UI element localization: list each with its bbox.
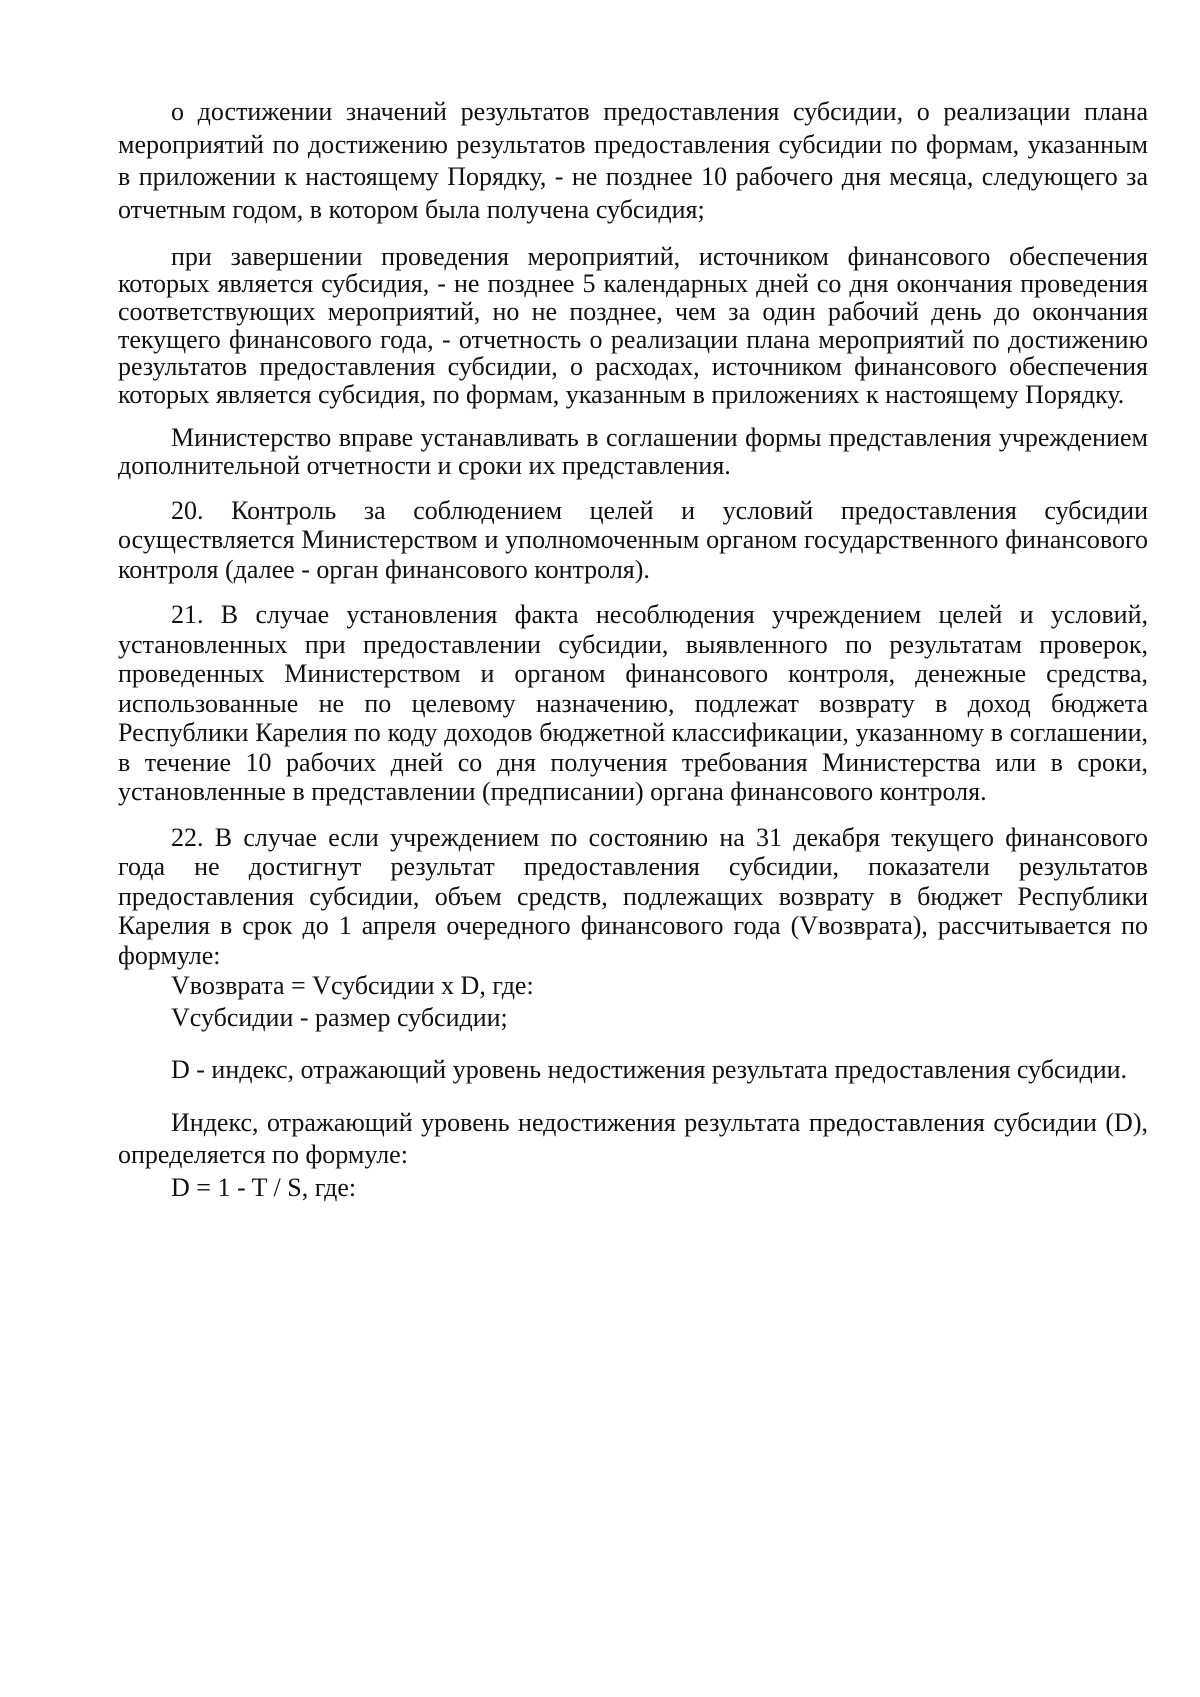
paragraph-ministry-rights: Министерство вправе устанавливать в соглашении формы представления учреждением дополнительной отчетности и сроки их представления.	[118, 423, 1148, 480]
paragraph-report-results: о достижении значений результатов предоставления субсидии, о реализации плана мероприятий по достижению результатов предоставления субсидии по формам, указанным в приложении к настоящему Порядку, - не позднее 10 рабочего дня месяца, следующего за отчетным годом, в котором была получена субсидия;	[118, 97, 1148, 225]
paragraph-section-22: 22. В случае если учреждением по состоянию на 31 декабря текущего финансового года не достигнут результат предоставления субсидии, показатели результатов предоставления субсидии, объем средств, подлежащих возврату в бюджет Республики Карелия в срок до 1 апреля очередного финансового года (Vвозврата), рассчитывается по формуле:	[118, 822, 1148, 970]
document-page	[118, 96, 1148, 1204]
paragraph-v-subsidy-definition: Vсубсидии - размер субсидии;	[171, 1003, 508, 1033]
formula-v-return: Vвозврата = Vсубсидии x D, где:	[171, 971, 534, 1001]
paragraph-d-index-formula-intro: Индекс, отражающий уровень недостижения результата предоставления субсидии (D), определяется по формуле:	[118, 1107, 1148, 1170]
paragraph-d-definition: D - индекс, отражающий уровень недостижения результата предоставления субсидии.	[171, 1055, 1128, 1085]
paragraph-section-21: 21. В случае установления факта несоблюдения учреждением целей и условий, установленных при предоставлении субсидии, выявленного по результатам проверок, проведенных Министерством и органом финансового контроля, денежные средства, использованные не по целевому назначению, подлежат возврату в доход бюджета Республики Карелия по коду доходов бюджетной классификации, указанному в соглашении, в течение 10 рабочих дней со дня получения требования Министерства или в сроки, установленные в представлении (предписании) органа финансового контроля.	[118, 600, 1148, 807]
paragraph-report-completion: при завершении проведения мероприятий, источником финансового обеспечения которых является субсидия, - не позднее 5 календарных дней со дня окончания проведения соответствующих мероприятий, но не позднее, чем за один рабочий день до окончания текущего финансового года, - отчетность о реализации плана мероприятий по достижению результатов предоставления субсидии, о расходах, источником финансового обеспечения которых является субсидия, по формам, указанным в приложениях к настоящему Порядку.	[118, 241, 1148, 409]
paragraph-section-20: 20. Контроль за соблюдением целей и условий предоставления субсидии осуществляется Министерством и уполномоченным органом государственного финансового контроля (далее - орган финансового контроля).	[118, 495, 1148, 584]
formula-d-index: D = 1 - T / S, где:	[171, 1173, 357, 1203]
